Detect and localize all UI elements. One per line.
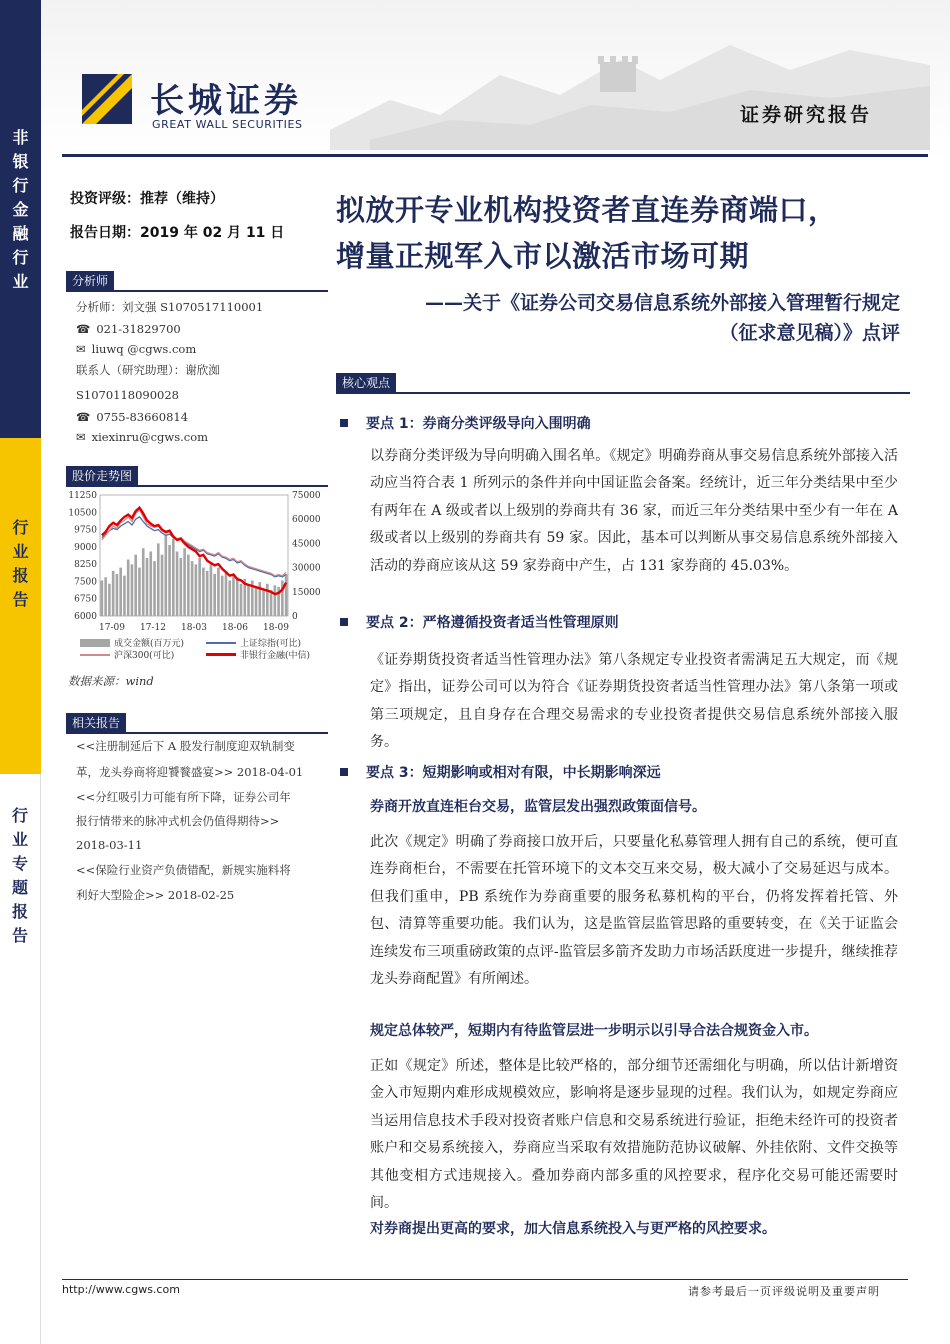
side-band-char: 融 [12, 224, 29, 243]
volume-bar [210, 563, 213, 616]
phone-icon: ☎ [76, 410, 91, 424]
y-right-tick-label: 15000 [292, 587, 321, 598]
analyst-info-text[interactable]: liuwq @cgws.com [91, 342, 197, 356]
volume-bar [180, 558, 183, 616]
analyst-info-line [76, 342, 196, 356]
volume-bar [228, 581, 231, 616]
y-left-tick-label: 7500 [74, 577, 97, 588]
side-band-char: 业 [11, 830, 28, 849]
footer-disclaimer: 请参考最后一页评级说明及重要声明 [688, 1285, 880, 1298]
legend-item [80, 648, 174, 661]
side-band-char: 银 [12, 152, 29, 171]
footer-divider [62, 1279, 908, 1280]
volume-bar [202, 568, 205, 616]
x-tick-label: 17-12 [140, 623, 166, 633]
volume-bar [213, 574, 216, 616]
volume-bar [119, 568, 122, 616]
core-view-title: 核心观点 [336, 373, 396, 392]
volume-bar [172, 539, 175, 616]
y-left-tick-label: 9000 [74, 542, 97, 553]
great-wall-logo-icon [78, 70, 136, 128]
volume-bar [187, 555, 190, 616]
phone-icon: ☎ [76, 322, 91, 336]
related-report-line: <<分红吸引力可能有所下降，证券公司年 [76, 790, 291, 804]
volume-bar [247, 585, 250, 616]
related-report-line: <<注册制延后下 A 股发行制度迎双轨制变 [76, 739, 295, 753]
mail-icon: ✉ [76, 342, 86, 356]
key-point-3-text: 要点 3：短期影响或相对有限，中长期影响深远 [366, 765, 661, 781]
header-divider [62, 154, 928, 157]
legend-swatch [206, 653, 236, 656]
volume-bar [104, 577, 107, 616]
volume-bar [131, 564, 134, 616]
volume-bar [221, 576, 224, 616]
volume-bar [138, 568, 141, 616]
related-report-line: 革，龙头券商将迎饕餮盛宴>> 2018-04-01 [76, 765, 304, 779]
volume-bar [161, 555, 164, 616]
volume-bar [198, 558, 201, 616]
x-tick-label: 17-09 [99, 623, 125, 633]
y-left-tick-label: 11250 [68, 491, 97, 501]
volume-bar [195, 564, 198, 616]
volume-bar [127, 560, 130, 616]
square-bullet-icon [340, 618, 348, 626]
legend-swatch [80, 639, 110, 647]
analyst-section-title: 分析师 [66, 271, 114, 290]
volume-bar [116, 574, 119, 616]
related-reports-header [66, 712, 328, 734]
side-band-char: 题 [11, 878, 28, 897]
side-band-char: 行 [11, 806, 28, 825]
legend-swatch [206, 642, 236, 644]
brand-name-en: GREAT WALL SECURITIES [152, 118, 303, 131]
related-reports-title: 相关报告 [66, 713, 126, 732]
volume-bar [255, 587, 258, 616]
legend-label: 上证综指(可比) [240, 639, 302, 649]
mail-icon: ✉ [76, 430, 86, 444]
legend-label: 成交金额(百万元) [114, 639, 185, 649]
volume-bar [183, 548, 186, 616]
legend-label: 沪深300(可比) [114, 651, 175, 661]
report-subtitle-line-1: ——关于《证券公司交易信息系统外部接入管理暂行规定 [424, 292, 900, 314]
brand-name-cn: 长城证券 [150, 81, 302, 121]
volume-bar [108, 584, 111, 616]
report-type-label: 证券研究报告 [740, 104, 873, 126]
analyst-info-text: 分析师：刘文强 S1070517110001 [76, 300, 264, 314]
analyst-section-header [66, 270, 328, 292]
y-right-tick-label: 30000 [292, 563, 321, 574]
related-report-line: 2018-03-11 [76, 838, 143, 852]
report-title-line-2: 增量正规军入市以激活市场可期 [336, 239, 750, 273]
analyst-info-text: 0755-83660814 [96, 410, 189, 424]
footer-url-link[interactable]: http://www.cgws.com [62, 1283, 180, 1296]
y-left-tick-label: 10500 [68, 508, 97, 519]
volume-bar [157, 543, 160, 616]
report-title-line-1: 拟放开专业机构投资者直连券商端口， [336, 193, 838, 227]
emphasis-1: 券商开放直连柜台交易，监管层发出强烈政策面信号。 [370, 799, 706, 815]
side-band-char: 告 [12, 590, 29, 609]
y-left-tick-label: 9750 [74, 525, 97, 536]
analyst-info-text[interactable]: xiexinru@cgws.com [91, 430, 209, 444]
side-band [0, 0, 41, 1344]
y-left-tick-label: 6000 [74, 612, 97, 622]
volume-bar [262, 589, 265, 616]
side-band-char: 非 [12, 128, 29, 147]
volume-bar [112, 571, 115, 616]
analyst-info-text: S1070118090028 [76, 388, 179, 402]
analyst-info-line [76, 322, 181, 336]
analyst-info-line [76, 388, 179, 402]
volume-bar [142, 548, 145, 616]
side-band-char: 行 [12, 248, 29, 267]
related-report-line: 利好大型险企>> 2018-02-25 [76, 888, 235, 902]
legend-item [206, 648, 310, 661]
volume-bar [164, 535, 167, 616]
emphasis-2: 规定总体较严，短期内有待监管层进一步明示以引导合法合规资金入市。 [370, 1023, 818, 1039]
price-trend-chart [66, 488, 330, 658]
investment-rating: 投资评级：推荐（维持） [70, 191, 224, 207]
volume-bar [191, 561, 194, 616]
volume-bar [240, 584, 243, 616]
y-left-tick-label: 6750 [74, 594, 97, 605]
volume-bar [236, 577, 239, 616]
core-view-header [336, 372, 910, 394]
paragraph-1: 以券商分类评级为导向明确入围名单。《规定》明确券商从事交易信息系统外部接入活动应当符合表 1 所列示的条件并向中国证监会备案。经统计，近三年分类结果中至少有两年在 A 级或者以上级别的券商共有 36 家，而近三年分类结果中至少有一年在 A 级或者以上级别的券商共有 59 家。因此，基本可以判断从事交易信息系统外部接入活动的券商应该从这 59 家券商中产生，占 131 家券商的 45.03%。 [370, 448, 898, 574]
analyst-info-line [76, 430, 208, 444]
x-tick-label: 18-09 [263, 623, 289, 633]
volume-bar [153, 561, 156, 616]
related-report-line: <<保险行业资产负债错配，新规实施料将 [76, 863, 291, 877]
analyst-info-text: 021-31829700 [96, 322, 181, 336]
volume-bar [225, 571, 228, 616]
side-band-report-type [0, 438, 41, 774]
key-point-2 [340, 612, 619, 632]
y-right-tick-label: 45000 [292, 539, 321, 550]
key-point-3 [340, 762, 661, 782]
series-line-3 [102, 508, 286, 594]
side-band-char: 行 [12, 176, 29, 195]
side-band-industry [0, 0, 41, 438]
analyst-info-line [76, 299, 263, 315]
analyst-info-text: 联系人（研究助理）：谢欣洳 [76, 363, 220, 377]
volume-bar [266, 584, 269, 616]
volume-bar [176, 551, 179, 616]
side-band-char: 告 [11, 926, 28, 945]
side-band-char: 专 [11, 854, 28, 873]
side-band-char: 业 [12, 542, 29, 561]
legend-label: 非银行金融(中信) [240, 651, 311, 661]
paragraph-3: 此次《规定》明确了券商接口放开后，只要量化私募管理人拥有自己的系统，便可直连券商柜台，不需要在托管环境下的文本交互来交易，极大减小了交易延迟与成本。但我们重申，PB 系统作为券商重要的服务私募机构的平台，仍将发挥着托管、外包、清算等重要功能。我们认为，这是监管层监管思路的重要转变，在《关于证监会连续发布三项重磅政策的点评-监管层多箭齐发助力市场活跃度进一步提升，继续推荐龙头券商配置》有所阐述。 [370, 834, 898, 988]
paragraph-4: 正如《规定》所述，整体是比较严格的，部分细节还需细化与明确，所以估计新增资金入市短期内难形成规模效应，影响将是逐步显现的过程。我们认为，如规定券商应当运用信息技术手段对投资者账户信息和交易系统进行验证，拒绝未经许可的投资者账户和交易系统接入，券商应当采取有效措施防范协议破解、外挂依附、文件交换等其他变相方式违规接入。叠加券商内部多重的风控要求，程序化交易可能还需要时间。 [370, 1058, 898, 1212]
analyst-info-line [76, 410, 188, 424]
y-right-tick-label: 75000 [292, 491, 321, 501]
price-chart-header [66, 465, 328, 487]
side-band-char: 报 [11, 902, 28, 921]
report-subtitle-line-2: （征求意见稿）》点评 [719, 322, 900, 344]
x-tick-label: 18-06 [222, 623, 248, 633]
side-band-topic [0, 774, 41, 1344]
volume-bar [134, 555, 137, 616]
square-bullet-icon [340, 768, 348, 776]
volume-bar [149, 551, 152, 616]
y-right-tick-label: 0 [292, 612, 298, 622]
analyst-info-line [76, 362, 220, 378]
volume-bar [146, 558, 149, 616]
price-chart-title: 股价走势图 [66, 466, 138, 485]
key-point-2-text: 要点 2：严格遵循投资者适当性管理原则 [366, 615, 619, 631]
y-left-tick-label: 8250 [74, 560, 97, 571]
legend-swatch [80, 654, 110, 656]
great-wall-watermark [330, 20, 930, 150]
square-bullet-icon [340, 419, 348, 427]
volume-bar [232, 574, 235, 616]
key-point-1 [340, 413, 591, 433]
volume-bar [270, 590, 273, 616]
key-point-1-text: 要点 1：券商分类评级导向入围明确 [366, 416, 591, 432]
report-date: 报告日期：2019 年 02 月 11 日 [70, 225, 285, 241]
paragraph-2: 《证券期货投资者适当性管理办法》第八条规定专业投资者需满足五大规定，而《规定》指出，证券公司可以为符合《证券期货投资者适当性管理办法》第八条第一项或第三项规定，且自身存在合理交易需求的专业投资者提供交易信息系统外部接入服务。 [370, 652, 898, 751]
emphasis-3: 对券商提出更高的要求，加大信息系统投入与更严格的风控要求。 [370, 1221, 776, 1237]
volume-bar [217, 568, 220, 616]
series-line-2 [102, 510, 286, 576]
x-tick-label: 18-03 [181, 623, 207, 633]
volume-bar [123, 576, 126, 616]
volume-bar [101, 581, 104, 616]
volume-bar [285, 574, 288, 616]
side-band-char: 报 [12, 566, 29, 585]
volume-bar [206, 571, 209, 616]
chart-source: 数据来源：wind [68, 674, 154, 688]
side-band-char: 金 [12, 200, 29, 219]
side-band-char: 行 [12, 518, 29, 537]
volume-bar [168, 545, 171, 616]
related-report-line: 报行情带来的脉冲式机会仍值得期待>> [76, 814, 280, 828]
y-right-tick-label: 60000 [292, 515, 321, 526]
volume-bar [274, 585, 277, 616]
side-band-char: 业 [12, 272, 29, 291]
